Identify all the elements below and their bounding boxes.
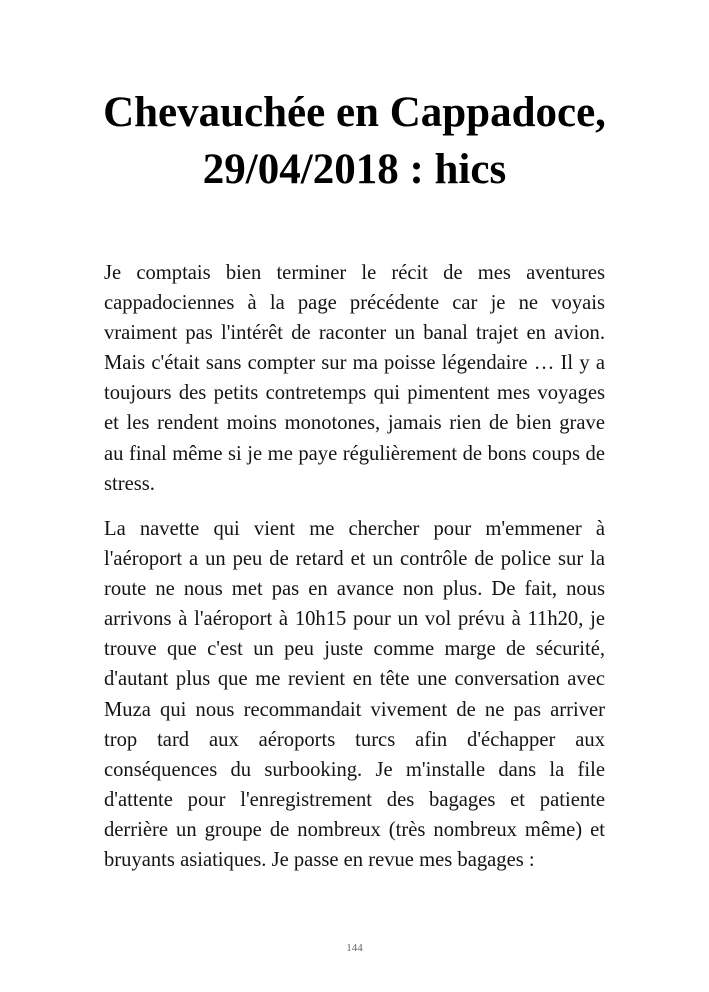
chapter-title: Chevauchée en Cappadoce, 29/04/2018 : hics xyxy=(103,89,606,193)
page-number: 144 xyxy=(346,942,363,954)
body-paragraph-1: Je comptais bien terminer le récit de mes aventures cappadociennes à la page précédente car je ne voyais vraiment pas l'intérêt de raconter un banal trajet en avion. Mais c'était sans compter sur ma poisse légendaire … Il y a toujours des petits contretemps qui pimentent mes voyages et les rendent moins monotones, jamais rien de bien grave au final même si je me paye régulièrement de bons coups de stress. xyxy=(104,262,605,495)
body-paragraph-2: La navette qui vient me chercher pour m'emmener à l'aéroport a un peu de retard et un contrôle de police sur la route ne nous met pas en avance non plus. De fait, nous arrivons à l'aéroport à 10h15 pour un vol prévu à 11h20, je trouve que c'est un peu juste comme marge de sécurité, d'autant plus que me revient en tête une conversation avec Muza qui nous recommandait vivement de ne pas arriver trop tard aux aéroports turcs afin d'échapper aux conséquences du surbooking. Je m'installe dans la file d'attente pour l'enregistrement des bagages et patiente derrière un groupe de nombreux (très nombreux même) et bruyants asiatiques. Je passe en revue mes bagages : xyxy=(104,518,605,872)
